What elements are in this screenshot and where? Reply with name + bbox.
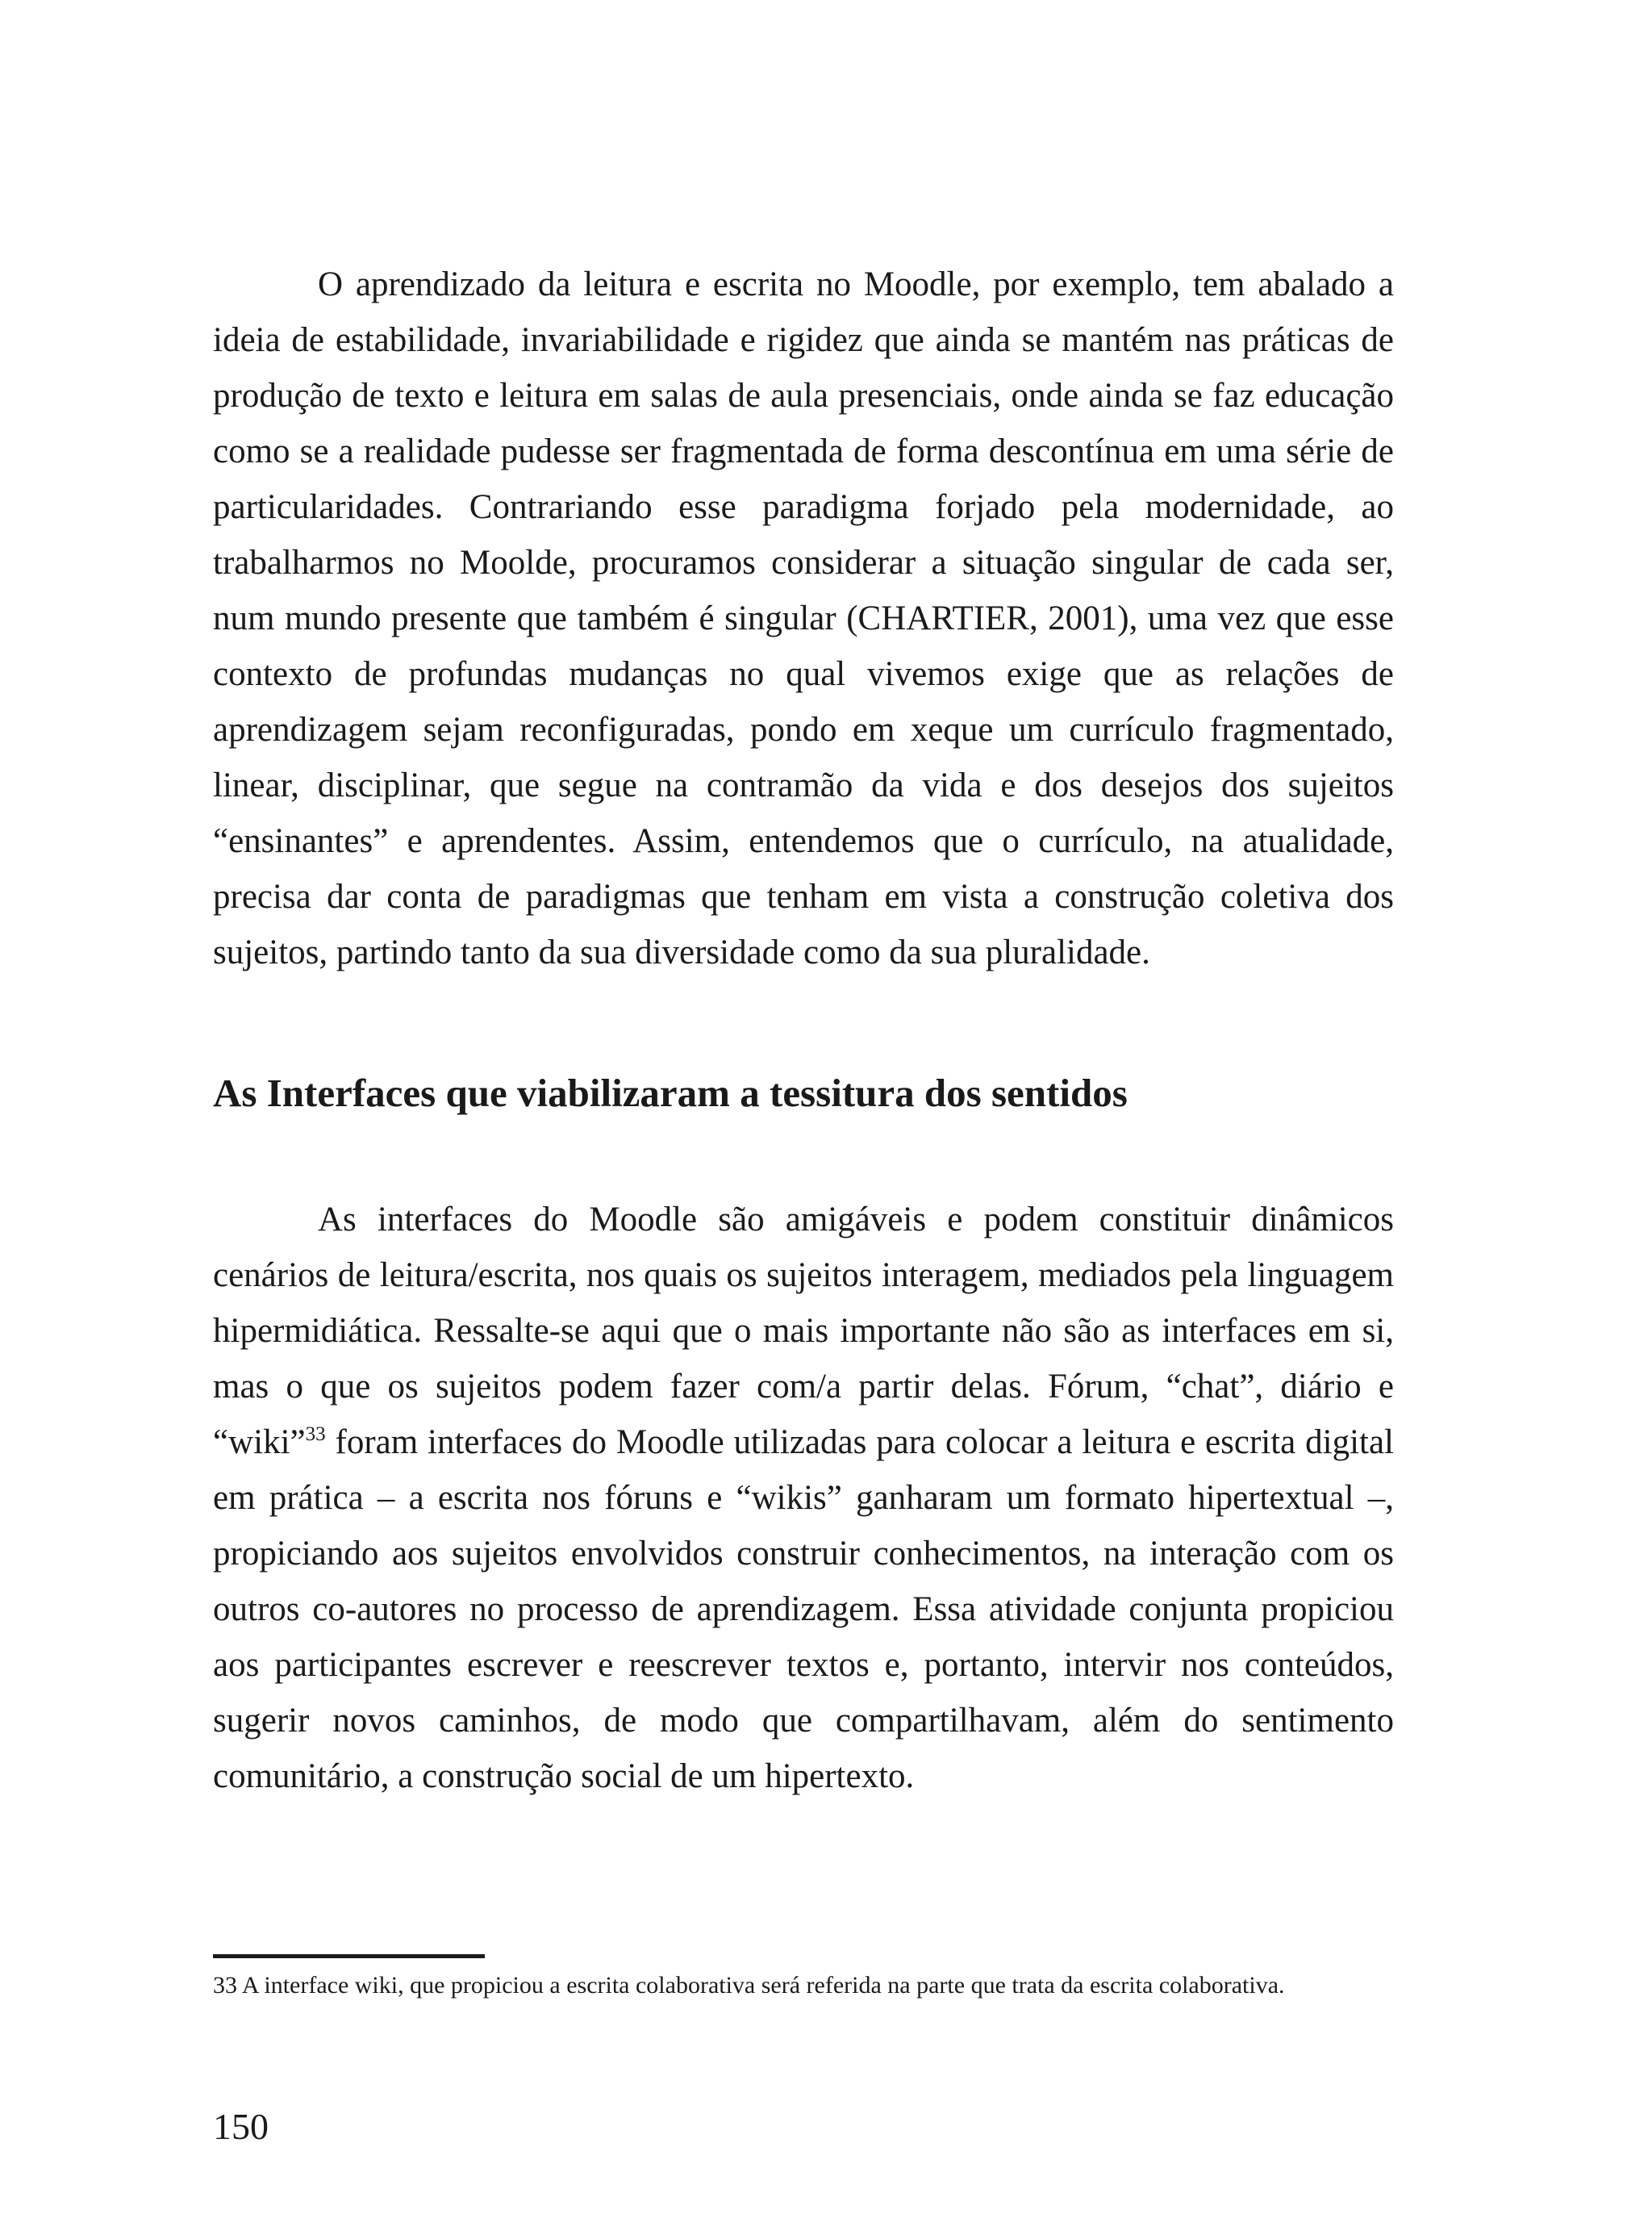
paragraph-2-text-after-ref: foram interfaces do Moodle utilizadas para colocar a leitura e escrita digital em prática – a escrita nos fóruns e “wikis” ganharam um formato hipertextual –, propiciando aos sujeitos envolvidos construir conhecimentos, na interação com os outros co-autores no processo de aprendizagem. Essa atividade conjunta propiciou aos participantes escrever e reescrever textos e, portanto, intervir nos conteúdos, sugerir novos caminhos, de modo que compartilhavam, além do sentimento comunitário, a construção social de um hipertexto. (213, 1423, 1394, 1795)
body-paragraph-2 (213, 1192, 1394, 1804)
body-paragraph-1: O aprendizado da leitura e escrita no Moodle, por exemplo, tem abalado a ideia de estabilidade, invariabilidade e rigidez que ainda se mantém nas práticas de produção de texto e leitura em salas de aula presenciais, onde ainda se faz educação como se a realidade pudesse ser fragmentada de forma descontínua em uma série de particularidades. Contrariando esse paradigma forjado pela modernidade, ao trabalharmos no Moolde, procuramos considerar a situação singular de cada ser, num mundo presente que também é singular (CHARTIER, 2001), uma vez que esse contexto de profundas mudanças no qual vivemos exige que as relações de aprendizagem sejam reconfiguradas, pondo em xeque um currículo fragmentado, linear, disciplinar, que segue na contramão da vida e dos desejos dos sujeitos “ensinantes” e aprendentes. Assim, entendemos que o currículo, na atualidade, precisa dar conta de paradigmas que tenham em vista a construção coletiva dos sujeitos, partindo tanto da sua diversidade como da sua pluralidade. (213, 265, 1394, 971)
section-heading: As Interfaces que viabilizaram a tessitura dos sentidos (213, 1071, 1128, 1115)
footnote-divider (213, 1954, 485, 1958)
footnote-text: 33 A interface wiki, que propiciou a escrita colaborativa será referida na parte que trata da escrita colaborativa. (213, 1972, 1285, 1999)
page-content (213, 257, 1394, 1804)
paragraph-2-text-before-ref: As interfaces do Moodle são amigáveis e podem constituir dinâmicos cenários de leitura/escrita, nos quais os sujeitos interagem, mediados pela linguagem hipermidiática. Ressalte-se aqui que o mais importante não são as interfaces em si, mas o que os sujeitos podem fazer com/a partir delas. Fórum, “chat”, diário e “wiki” (213, 1201, 1394, 1461)
footnote-reference: 33 (305, 1423, 326, 1445)
page-number: 150 (213, 2106, 269, 2147)
